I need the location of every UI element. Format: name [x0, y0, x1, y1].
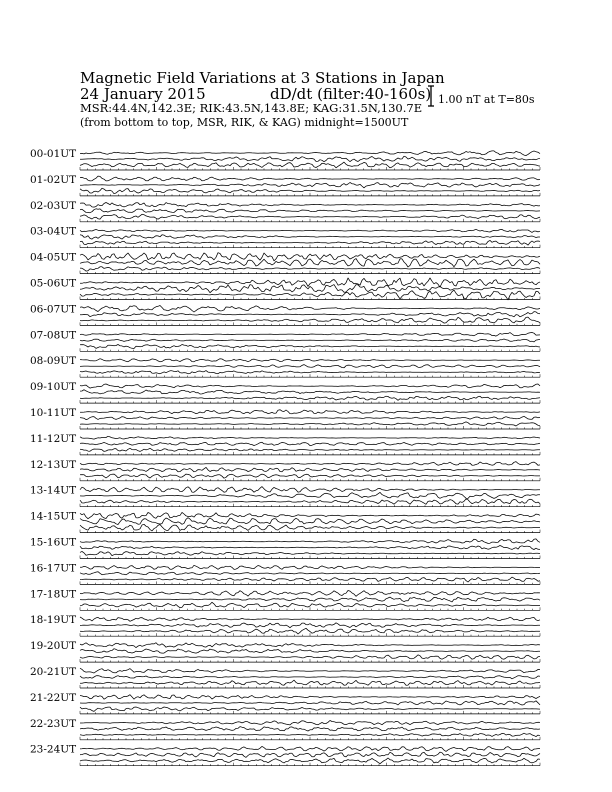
trace-kag [80, 384, 540, 388]
trace-msr [80, 499, 540, 504]
station-coordinates: MSR:44.4N,142.3E; RIK:43.5N,143.8E; KAG:31.5N,130.7E [80, 101, 423, 115]
hour-row-ticks [80, 348, 540, 351]
trace-kag [80, 462, 540, 466]
hour-row-label: 05-06UT [30, 277, 77, 290]
hour-row-ticks [80, 685, 540, 688]
trace-msr [80, 655, 540, 659]
hour-row-ticks [80, 530, 540, 533]
hour-row-label: 20-21UT [30, 666, 77, 678]
hour-row [30, 148, 540, 170]
hour-row-ticks [80, 400, 540, 403]
trace-kag [80, 721, 540, 725]
hour-row-label: 22-23UT [30, 717, 77, 730]
hour-row-ticks [80, 452, 540, 455]
trace-msr [80, 628, 540, 634]
trace-msr [80, 267, 540, 271]
chart-date: 24 January 2015 [80, 85, 206, 103]
trace-msr [80, 396, 540, 400]
trace-rik [80, 365, 540, 368]
hour-row-ticks [80, 426, 540, 429]
hour-row [30, 278, 540, 300]
hour-row-ticks [80, 478, 540, 481]
hour-row-label: 07-08UT [30, 329, 77, 342]
hour-row [30, 355, 540, 377]
trace-msr [80, 707, 540, 711]
hour-row [30, 692, 540, 714]
hour-row [30, 329, 540, 351]
trace-kag [80, 539, 540, 544]
hour-row [30, 200, 540, 222]
hour-row-label: 02-03UT [30, 199, 77, 212]
hour-row-label: 18-19UT [30, 614, 77, 627]
trace-msr [80, 474, 540, 478]
hour-row-label: 15-16UT [30, 536, 77, 549]
trace-rik [80, 752, 540, 757]
hour-row-ticks [80, 633, 540, 636]
hour-row [30, 537, 540, 559]
hour-row-ticks [80, 374, 540, 377]
trace-rik [80, 156, 540, 162]
trace-kag [80, 229, 540, 232]
trace-rik [80, 701, 540, 705]
hour-row-ticks [80, 271, 540, 274]
trace-msr [80, 733, 540, 736]
hour-row [30, 485, 540, 507]
hour-row [30, 666, 540, 688]
hour-row [30, 588, 540, 610]
hour-row-ticks [80, 193, 540, 196]
trace-kag [80, 253, 540, 261]
trace-kag [80, 565, 540, 569]
trace-kag [80, 643, 540, 648]
hour-row [30, 407, 540, 429]
trace-msr [80, 577, 540, 582]
trace-rik [80, 209, 540, 213]
chart-quantity: dD/dt (filter:40-160s) [270, 85, 432, 103]
trace-msr [80, 188, 540, 194]
hour-row-ticks [80, 297, 540, 300]
hour-row-label: 14-15UT [30, 510, 77, 523]
trace-kag [80, 617, 540, 621]
scale-bar-label: 1.00 nT at T=80s [438, 93, 535, 106]
hour-row-label: 21-22UT [30, 691, 77, 704]
trace-rik [80, 467, 540, 471]
trace-msr [80, 214, 540, 219]
hour-row-label: 11-12UT [30, 432, 77, 445]
hour-row-label: 04-05UT [30, 251, 77, 264]
trace-rik [80, 727, 540, 731]
hour-rows [30, 148, 540, 766]
hour-row [30, 640, 540, 662]
hour-row [30, 303, 540, 325]
trace-rik [80, 492, 540, 498]
hour-row [30, 433, 540, 455]
chart-title: Magnetic Field Variations at 3 Stations in Japan [80, 69, 445, 87]
hour-row-label: 00-01UT [30, 148, 77, 160]
hour-row-label: 03-04UT [30, 225, 77, 238]
trace-rik [80, 183, 540, 188]
trace-kag [80, 436, 540, 439]
trace-msr [80, 345, 540, 349]
trace-msr [80, 602, 540, 607]
trace-kag [80, 746, 540, 751]
trace-kag [80, 359, 540, 362]
hour-row [30, 718, 540, 740]
hour-row-ticks [80, 245, 540, 248]
station-order-note: (from bottom to top, MSR, RIK, & KAG) midnight=1500UT [80, 116, 409, 129]
trace-rik [80, 518, 540, 525]
trace-kag [80, 278, 540, 287]
hour-row-label: 23-24UT [30, 743, 77, 756]
hour-row-ticks [80, 581, 540, 584]
hour-row [30, 744, 540, 766]
hour-row-label: 06-07UT [30, 303, 77, 316]
hour-row-label: 12-13UT [30, 458, 77, 471]
hour-row-label: 13-14UT [30, 484, 77, 497]
hour-row-label: 01-02UT [30, 173, 77, 186]
trace-rik [80, 676, 540, 679]
hour-row [30, 174, 540, 196]
trace-msr [80, 317, 540, 323]
trace-rik [80, 416, 540, 419]
hour-row [30, 562, 540, 584]
trace-rik [80, 649, 540, 653]
trace-msr [80, 680, 540, 685]
trace-rik [80, 390, 540, 394]
hour-row-ticks [80, 504, 540, 507]
hour-row-ticks [80, 167, 540, 170]
trace-msr [80, 371, 540, 374]
hour-row [30, 511, 540, 533]
trace-rik [80, 546, 540, 550]
trace-rik [80, 312, 540, 317]
hour-row-label: 09-10UT [30, 381, 77, 394]
hour-row-label: 08-09UT [30, 355, 77, 368]
trace-rik [80, 235, 540, 239]
trace-rik [80, 285, 540, 293]
trace-msr [80, 240, 540, 245]
hour-row-label: 19-20UT [30, 640, 77, 653]
trace-rik [80, 572, 540, 575]
hour-row-ticks [80, 711, 540, 714]
hour-row [30, 381, 540, 403]
hour-row-ticks [80, 607, 540, 610]
trace-kag [80, 410, 540, 414]
hour-row-ticks [80, 322, 540, 325]
trace-kag [80, 333, 540, 337]
trace-msr [80, 448, 540, 451]
hour-row-label: 10-11UT [30, 407, 77, 419]
hour-row [30, 459, 540, 481]
trace-msr [80, 422, 540, 426]
hour-row [30, 226, 540, 248]
trace-kag [80, 512, 540, 518]
hour-row [30, 252, 540, 274]
trace-kag [80, 695, 540, 700]
trace-msr [80, 551, 540, 555]
hour-row-ticks [80, 737, 540, 740]
trace-rik [80, 339, 540, 342]
trace-kag [80, 203, 540, 208]
hour-row-ticks [80, 763, 540, 766]
scale-bar [428, 86, 434, 106]
trace-kag [80, 668, 540, 673]
hour-row-ticks [80, 219, 540, 222]
trace-kag [80, 151, 540, 156]
hour-row-label: 16-17UT [30, 562, 77, 575]
hour-row [30, 614, 540, 636]
trace-kag [80, 306, 540, 313]
trace-msr [80, 162, 540, 168]
trace-rik [80, 259, 540, 268]
hour-row-label: 17-18UT [30, 588, 77, 601]
hour-row-ticks [80, 659, 540, 662]
trace-rik [80, 597, 540, 602]
trace-kag [80, 591, 540, 597]
hour-row-ticks [80, 556, 540, 559]
trace-kag [80, 176, 540, 181]
trace-rik [80, 442, 540, 445]
trace-kag [80, 487, 540, 493]
trace-rik [80, 623, 540, 628]
